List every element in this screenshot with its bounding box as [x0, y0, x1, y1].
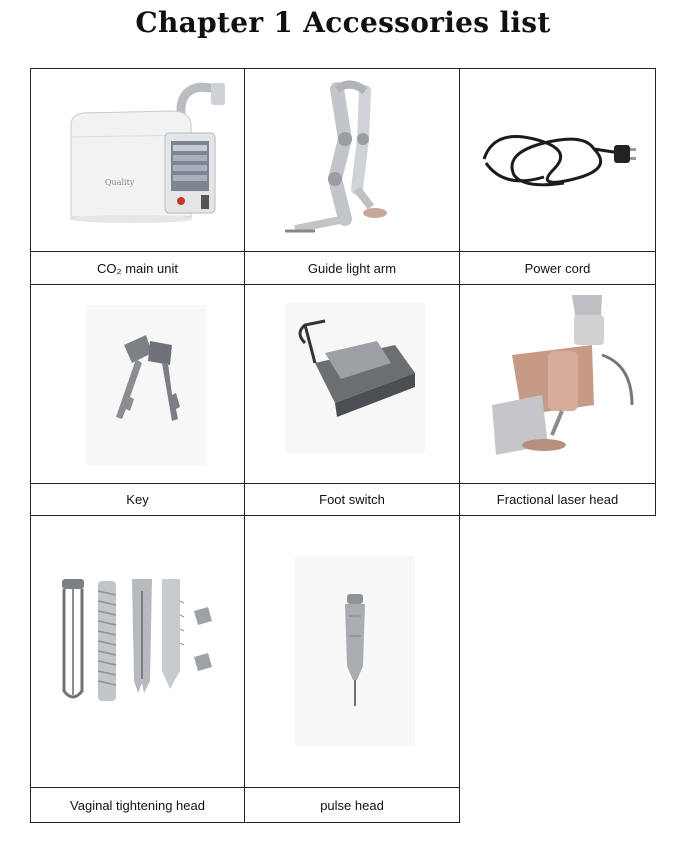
image-cell-key: [30, 284, 245, 484]
label-fractional-laser-head: Fractional laser head: [459, 483, 656, 516]
label-power-cord: Power cord: [459, 251, 656, 285]
label-pulse-head: pulse head: [244, 787, 460, 823]
device-brand-text: Quality: [105, 178, 135, 187]
co2-main-unit-image: [61, 77, 231, 245]
pulse-head-image: [295, 556, 415, 746]
image-cell-co2-main-unit: [30, 68, 245, 252]
label-key: Key: [30, 483, 245, 516]
power-cord-image: [474, 119, 644, 199]
label-co2-main-unit: CO₂ main unit: [30, 251, 245, 285]
image-cell-fractional-laser-head: [459, 284, 656, 484]
vaginal-tightening-head-image: [56, 571, 226, 721]
image-cell-foot-switch: [244, 284, 460, 484]
image-cell-power-cord: [459, 68, 656, 252]
fractional-laser-head-image: [482, 295, 642, 470]
label-vaginal-tightening-head: Vaginal tightening head: [30, 787, 245, 823]
image-cell-pulse-head: [244, 515, 460, 788]
page-title: Chapter 1 Accessories list: [135, 6, 551, 39]
guide-light-arm-image: [275, 79, 435, 244]
image-cell-guide-light-arm: [244, 68, 460, 252]
foot-switch-image: [285, 303, 425, 453]
label-guide-light-arm: Guide light arm: [244, 251, 460, 285]
label-foot-switch: Foot switch: [244, 483, 460, 516]
key-image: [86, 305, 206, 465]
image-cell-vaginal-tightening-head: [30, 515, 245, 788]
